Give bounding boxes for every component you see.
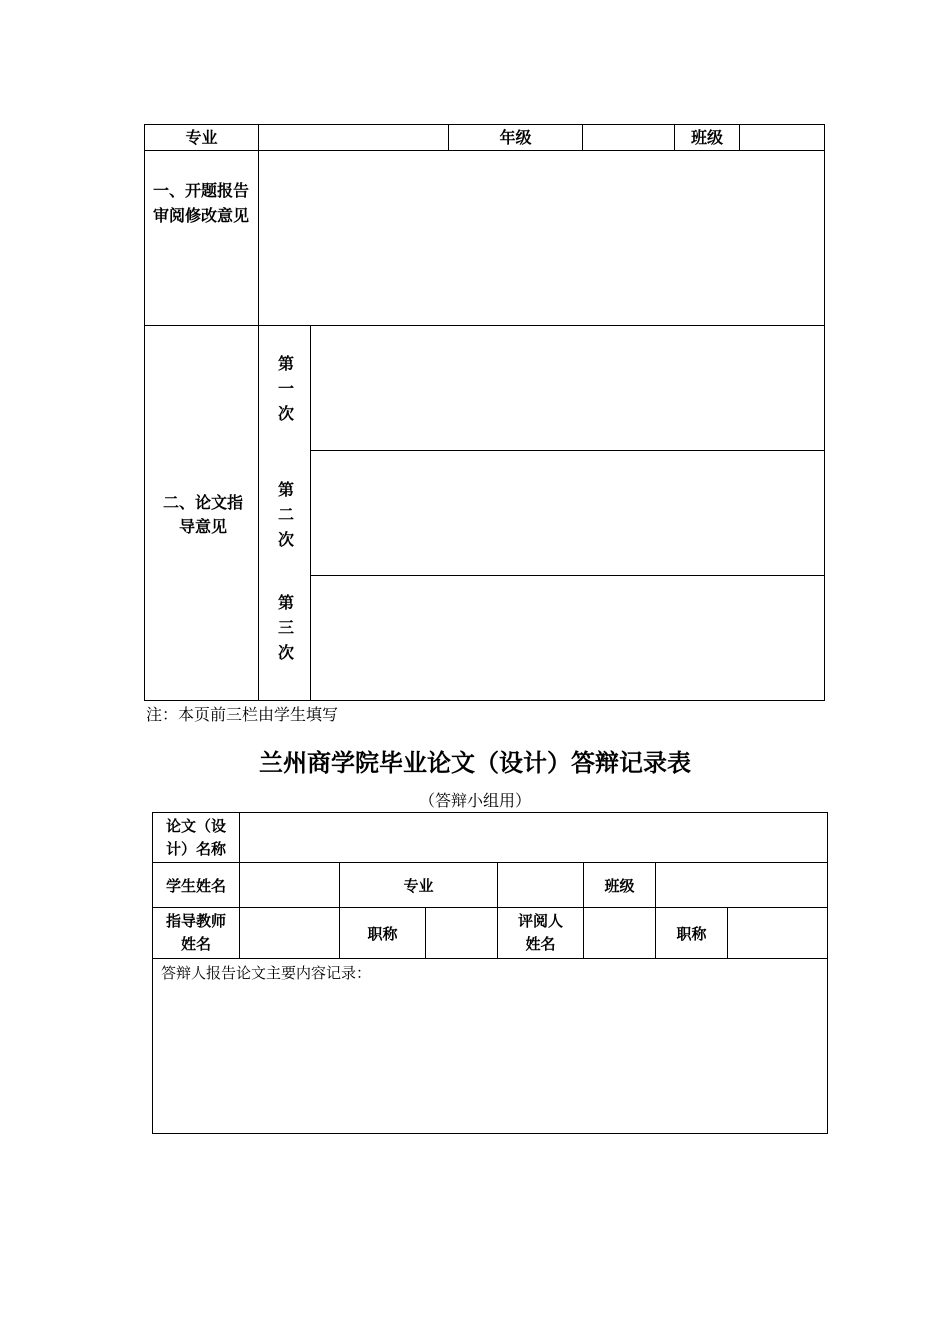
class-label-2: 班级 [604,876,635,895]
thesis-name-field[interactable] [240,813,827,862]
reviewer-title-field[interactable] [728,908,827,958]
advisor-title-field[interactable] [426,908,497,958]
major-label: 专业 [185,127,218,147]
round-1-field[interactable] [311,326,824,450]
student-name-field[interactable] [240,863,339,907]
defense-record-label: 答辩人报告论文主要内容记录： [161,964,372,982]
form-title: 兰州商学院毕业论文（设计）答辩记录表 [259,749,691,777]
round-2-label: 第 二 次 [277,480,294,549]
reviewer-name-field[interactable] [584,908,655,958]
advisor-name-label: 指导教师 姓名 [165,912,226,953]
round-3-label: 第 三 次 [277,593,294,662]
major-field-2[interactable] [498,863,583,907]
major-label-2: 专业 [403,876,434,895]
grade-label: 年级 [499,127,532,147]
form-subtitle: （答辩小组用） [418,791,531,810]
major-field[interactable] [259,125,448,150]
class-field-2[interactable] [656,863,827,907]
reviewer-title-label: 职称 [676,924,707,943]
round-2-field[interactable] [311,451,824,575]
footnote: 注：本页前三栏由学生填写 [146,705,339,724]
reviewer-name-label: 评阅人 姓名 [517,912,563,953]
advisor-title-label: 职称 [367,924,398,943]
defense-record-field[interactable] [153,986,827,1133]
class-field[interactable] [740,125,824,150]
proposal-review-label: 一、开题报告审阅修改意见 [153,181,250,225]
thesis-guidance-label: 二、论文指导意见 [162,493,243,536]
class-label: 班级 [690,127,723,147]
advisor-name-field[interactable] [240,908,339,958]
student-name-label: 学生姓名 [165,876,226,895]
round-3-field[interactable] [311,576,824,700]
proposal-review-field[interactable] [259,151,824,325]
round-1-label: 第 一 次 [277,354,294,423]
grade-field[interactable] [583,125,674,150]
thesis-name-label: 论文（设 计）名称 [165,816,226,858]
